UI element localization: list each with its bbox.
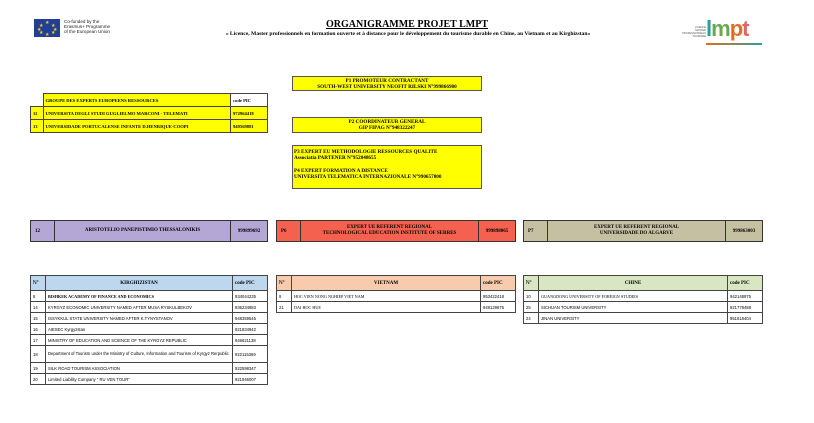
page-subtitle: « Licence, Master professionnels en formation ouverte et à distance pour le développement du tourisme durable en Chine, au Vietnam et au Kirghizstan» bbox=[225, 31, 591, 37]
table-cell: 921946007 bbox=[233, 374, 268, 385]
p2-box bbox=[292, 117, 482, 133]
row-pic: 949569881 bbox=[231, 120, 268, 133]
table-row bbox=[31, 107, 268, 120]
table-cell: ISSYKKUL STATE UNIVERSITY NAMED AFTER K.TYNYSTANOV bbox=[46, 313, 233, 324]
kyrgyzstan-title: KIRGHIZISTAN bbox=[46, 276, 233, 291]
partner-name: EXPERT UE REFERENT REGIONAL TECHNOLOGICAL EDUCATION INSTITUTE OF SERRES bbox=[322, 225, 457, 236]
table-cell: Department of Tourism under the Ministry of Culture, Information and Tourism of Kyrgyz Rerpublic bbox=[46, 346, 233, 363]
num-header: N° bbox=[277, 276, 292, 291]
table-cell: BISHKEK ACADEMY OF FINANCE AND ECONOMICS bbox=[46, 291, 233, 302]
table-cell: DAI HOC HUE bbox=[292, 302, 481, 313]
table-cell: 20 bbox=[31, 374, 46, 385]
table-cell: 16 bbox=[31, 324, 46, 335]
table-cell: 24 bbox=[524, 313, 539, 324]
logo-small-text: LICENCE MASTER PROFESSIONNELS TOURISME bbox=[682, 26, 706, 38]
p3-org: Associatia PARTENER N°952848655 bbox=[294, 155, 377, 161]
table-row bbox=[277, 302, 516, 313]
china-title: CHINE bbox=[539, 276, 728, 291]
table-cell: 8 bbox=[31, 291, 46, 302]
num-header: N° bbox=[31, 276, 46, 291]
table-row bbox=[31, 313, 268, 324]
table-cell: 921778488 bbox=[728, 302, 763, 313]
experts-header: GROUPE DES EXPERTS EUROPEENS RESSOURCES bbox=[43, 94, 231, 107]
table-row bbox=[524, 302, 763, 313]
table-row bbox=[524, 291, 763, 302]
p1-role: P1 PROMOTEUR CONTRACTANT bbox=[345, 78, 429, 84]
table-cell: 934044235 bbox=[233, 291, 268, 302]
table-cell: 936234883 bbox=[233, 302, 268, 313]
table-cell: 15 bbox=[31, 313, 46, 324]
table-cell: 953422418 bbox=[481, 291, 516, 302]
table-cell: SILK ROAD TOURISM ASSOCIATION bbox=[46, 363, 233, 374]
pic-header: code PIC bbox=[233, 276, 268, 291]
pic-header: code PIC bbox=[728, 276, 763, 291]
partner-num: 12 bbox=[31, 221, 55, 241]
vietnam-table bbox=[276, 275, 516, 313]
table-cell: 10 bbox=[524, 291, 539, 302]
table-row bbox=[31, 335, 268, 346]
p2-org: GIP FIPAG N°948322247 bbox=[358, 125, 416, 131]
table-cell: KYRGYZ ECONOMIC UNIVERSITY NAMED AFTER MUSA RYSKULBEKOV bbox=[46, 302, 233, 313]
table-row bbox=[277, 291, 516, 302]
row-name: UNIVERSIDADE PORTUCALENSE INFANTE D.HENRIQUE-COOPI bbox=[43, 120, 231, 133]
pic-header: code PIC bbox=[481, 276, 516, 291]
table-cell: MINISTRY OF EDUCATION AND SCIENCE OF THE KYRGYZ REPUBLIC bbox=[46, 335, 233, 346]
partner-pic: 999863003 bbox=[725, 221, 762, 241]
p3-role: P3 EXPERT EU METHODOLOGIE RESSOURCES QUALITE bbox=[294, 149, 438, 155]
table-cell: 942148975 bbox=[728, 291, 763, 302]
table-row bbox=[31, 363, 268, 374]
table-cell: 921834942 bbox=[233, 324, 268, 335]
p1-box bbox=[292, 76, 482, 91]
table-cell: 948359545 bbox=[233, 313, 268, 324]
table-row bbox=[31, 346, 268, 363]
logo-text: lmpt bbox=[706, 16, 749, 41]
p3-p4-box bbox=[292, 145, 482, 189]
table-row bbox=[31, 324, 268, 335]
table-cell: 922115369 bbox=[233, 346, 268, 363]
table-cell: HOC VIEN NONG NGHIEP VIET NAM bbox=[292, 291, 481, 302]
row-name: UNIVERSITA DEGLI STUDI GUGLIELMO MARCONI - TELEMATI bbox=[43, 107, 231, 120]
table-cell: Limited Liability Company " RU VEN TOUR" bbox=[46, 374, 233, 385]
partner-pic: 999899692 bbox=[230, 221, 267, 241]
table-row bbox=[31, 302, 268, 313]
table-cell: JINAN UNIVERSITY bbox=[539, 313, 728, 324]
vietnam-title: VIETNAM bbox=[292, 276, 481, 291]
eu-funding-line: Co-funded by the bbox=[64, 19, 100, 24]
table-cell: 18 bbox=[31, 346, 46, 363]
table-cell: 25 bbox=[524, 302, 539, 313]
table-row bbox=[31, 374, 268, 385]
partner-name: EXPERT UE REFERENT REGIONAL UNIVERSIDADE DO ALGARVE bbox=[593, 225, 680, 236]
table-cell: GUANGDONG UNIVERSITY OF FOREIGN STUDIES bbox=[539, 291, 728, 302]
p2-role: P2 COORDINATEUR GENERAL bbox=[348, 119, 426, 125]
partner-num: P7 bbox=[524, 221, 548, 241]
p1-org: SOUTH-WEST UNIVERSITY NEOFIT RILSKI N°999866980 bbox=[317, 84, 457, 90]
row-num: 11 bbox=[31, 107, 44, 120]
table-cell: 21 bbox=[277, 302, 292, 313]
table-cell bbox=[31, 94, 44, 107]
table-row bbox=[524, 313, 763, 324]
table-cell: 949129675 bbox=[481, 302, 516, 313]
num-header: N° bbox=[524, 276, 539, 291]
partner-pic: 999898065 bbox=[478, 221, 515, 241]
table-cell: 922598347 bbox=[233, 363, 268, 374]
p4-org: UNIVERSITA TELEMATICA INTERNAZIONALE N°990657800 bbox=[294, 174, 442, 180]
eu-funding-text bbox=[64, 19, 124, 35]
partner-p7-bar bbox=[523, 220, 763, 242]
table-cell: 946621138 bbox=[233, 335, 268, 346]
china-table bbox=[523, 275, 763, 324]
experts-pic-header: code PIC bbox=[231, 94, 268, 107]
table-row bbox=[31, 291, 268, 302]
partner-p6-bar bbox=[276, 220, 516, 242]
table-cell: AIESEC Kyrgyzstan bbox=[46, 324, 233, 335]
p4-role: P4 EXPERT FORMATION A DISTANCE bbox=[294, 168, 388, 174]
table-cell: SICHUAN TOURISM UNIVERSITY bbox=[539, 302, 728, 313]
row-pic: 972964418 bbox=[231, 107, 268, 120]
partner-12-bar bbox=[30, 220, 268, 242]
kyrgyzstan-table bbox=[30, 275, 268, 385]
table-cell: 17 bbox=[31, 335, 46, 346]
logo-underline bbox=[706, 43, 762, 45]
table-cell: 19 bbox=[31, 363, 46, 374]
partner-name: ARISTOTELIO PANEPISTIMIO THESSALONIKIS bbox=[84, 228, 201, 233]
experts-table bbox=[30, 93, 268, 133]
page-title: ORGANIGRAMME PROJET LMPT bbox=[325, 19, 489, 30]
row-num: 13 bbox=[31, 120, 44, 133]
eu-flag-icon: ★ ★ ★ ★ ★ ★ ★ ★ bbox=[34, 19, 60, 37]
table-cell: 951618404 bbox=[728, 313, 763, 324]
eu-funding-line: Erasmus+ Programme bbox=[64, 24, 111, 30]
lmpt-logo bbox=[676, 16, 766, 46]
partner-num: P6 bbox=[277, 221, 301, 241]
table-row bbox=[31, 120, 268, 133]
table-cell: 14 bbox=[31, 302, 46, 313]
eu-funding-line: of the European Union bbox=[64, 29, 110, 35]
table-cell: 9 bbox=[277, 291, 292, 302]
